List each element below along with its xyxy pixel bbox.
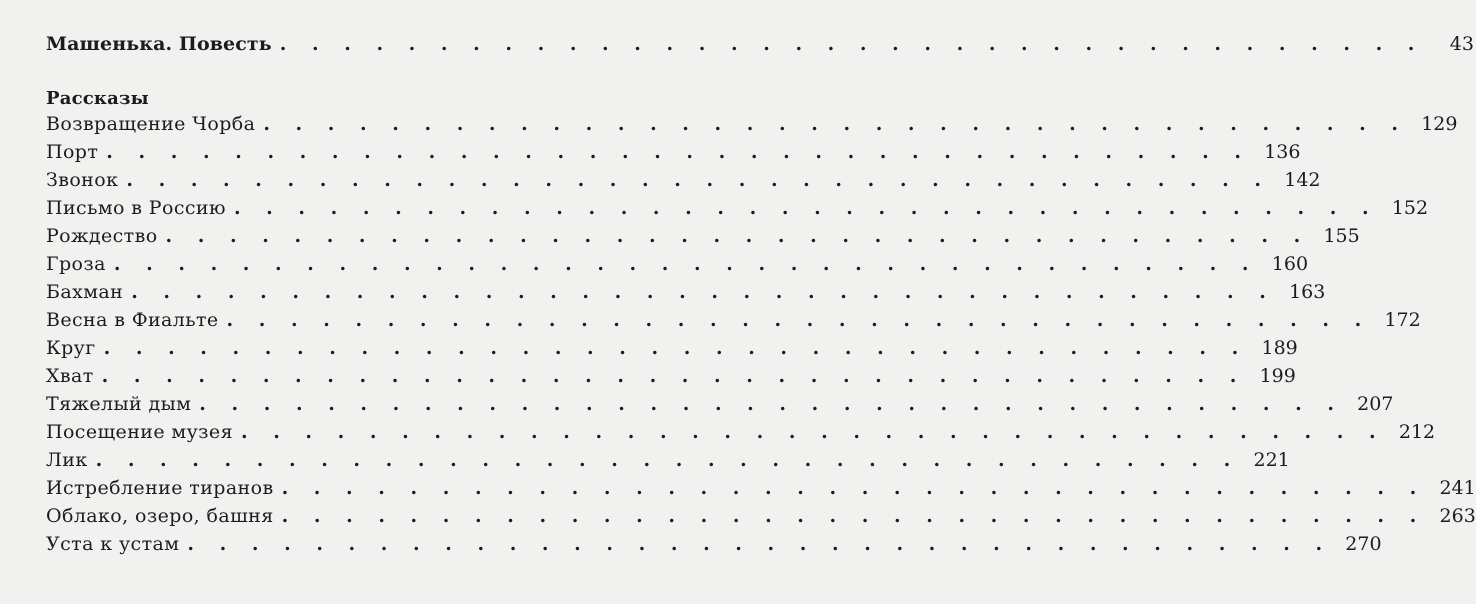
toc-entry-title: Круг <box>46 337 96 359</box>
dot-leader: . . . . . . . . . . . . . . . . . . . . . . . . . . . . . . . . . . . . <box>281 477 1426 499</box>
toc-entry-page: 199 <box>1259 365 1296 387</box>
toc-entry[interactable] <box>46 167 1321 193</box>
toc-entry-page: 152 <box>1391 197 1429 219</box>
toc-entry[interactable] <box>46 531 1382 557</box>
toc-entry-title: Весна в Фиальте <box>46 309 219 331</box>
toc-entry-title: Звонок <box>46 169 119 191</box>
dot-leader: . . . . . . . . . . . . . . . . . . . . . . . . . . . . . . . . . . . . <box>279 33 1424 55</box>
toc-entry-title: Тяжелый дым <box>46 393 192 415</box>
toc-entry-page: 172 <box>1384 309 1421 331</box>
toc-entry-title: Посещение музея <box>46 421 233 443</box>
toc-entry-page: 221 <box>1253 449 1290 471</box>
toc-entry-page: 207 <box>1357 393 1394 415</box>
toc-entry-title: Машенька. Повесть <box>46 33 272 55</box>
dot-leader: . . . . . . . . . . . . . . . . . . . . . . . . . . . . . . . . . . . . <box>233 197 1379 219</box>
toc-entry[interactable] <box>46 363 1296 389</box>
toc-entry-title: Гроза <box>46 253 106 275</box>
toc-entry-page: 129 <box>1421 113 1458 135</box>
toc-entry[interactable] <box>46 139 1301 165</box>
toc-entry[interactable] <box>46 503 1476 529</box>
dot-leader: . . . . . . . . . . . . . . . . . . . . . . . . . . . . . . . . . . . . <box>95 449 1240 471</box>
toc-entry[interactable] <box>46 195 1429 221</box>
dot-leader: . . . . . . . . . . . . . . . . . . . . . . . . . . . . . . . . . . . . <box>240 421 1386 443</box>
toc-entry[interactable] <box>46 419 1436 445</box>
toc-entry-page: 163 <box>1289 281 1326 303</box>
toc-entry-page: 212 <box>1398 421 1436 443</box>
dot-leader: . . . . . . . . . . . . . . . . . . . . . . . . . . . . . . . . . . . . <box>101 365 1246 387</box>
section-heading: Рассказы <box>46 88 149 109</box>
toc-entry-title: Возвращение Чорба <box>46 113 256 135</box>
dot-leader: . . . . . . . . . . . . . . . . . . . . . . . . . . . . . . . . . . . . <box>199 393 1344 415</box>
toc-entry-page: 270 <box>1345 533 1382 555</box>
toc-entry-title: Бахман <box>46 281 124 303</box>
toc-entry-page: 142 <box>1284 169 1321 191</box>
toc-entry-title: Облако, озеро, башня <box>46 505 274 527</box>
toc-entry-title: Истребление тиранов <box>46 477 274 499</box>
dot-leader: . . . . . . . . . . . . . . . . . . . . . . . . . . . . . . . . . . . . <box>131 281 1276 303</box>
toc-entry-title: Лик <box>46 449 88 471</box>
dot-leader: . . . . . . . . . . . . . . . . . . . . . . . . . . . . . . . . . . . . <box>187 533 1332 555</box>
toc-entry-page: 241 <box>1439 477 1476 499</box>
toc-entry[interactable] <box>46 391 1394 417</box>
toc-entry[interactable] <box>46 307 1421 333</box>
dot-leader: . . . . . . . . . . . . . . . . . . . . . . . . . . . . . . . . . . . . <box>103 337 1248 359</box>
toc-entry[interactable] <box>46 335 1298 361</box>
toc-entry[interactable] <box>46 475 1476 501</box>
toc-entry[interactable] <box>46 447 1290 473</box>
dot-leader: . . . . . . . . . . . . . . . . . . . . . . . . . . . . . . . . . . . . <box>106 141 1251 163</box>
toc-entry-page: 43 <box>1449 33 1474 55</box>
dot-leader: . . . . . . . . . . . . . . . . . . . . . . . . . . . . . . . . . . . . <box>263 113 1408 135</box>
toc-entry-page: 136 <box>1264 141 1301 163</box>
toc-entry-title: Рождество <box>46 225 158 247</box>
toc-entry-page: 189 <box>1261 337 1298 359</box>
toc-entry[interactable] <box>46 251 1309 277</box>
toc-entry-page: 155 <box>1323 225 1360 247</box>
toc-entry[interactable] <box>46 223 1360 249</box>
toc-entry-title: Порт <box>46 141 99 163</box>
toc-entry-title: Письмо в Россию <box>46 197 226 219</box>
dot-leader: . . . . . . . . . . . . . . . . . . . . . . . . . . . . . . . . . . . . <box>113 253 1259 275</box>
toc-entry-title: Уста к устам <box>46 533 180 555</box>
toc-entry-page: 263 <box>1439 505 1476 527</box>
toc-entry[interactable] <box>46 111 1458 137</box>
toc-entry-mashenka[interactable] <box>46 31 1474 57</box>
toc-entry[interactable] <box>46 279 1326 305</box>
dot-leader: . . . . . . . . . . . . . . . . . . . . . . . . . . . . . . . . . . . . <box>165 225 1310 247</box>
dot-leader: . . . . . . . . . . . . . . . . . . . . . . . . . . . . . . . . . . . . <box>281 505 1426 527</box>
dot-leader: . . . . . . . . . . . . . . . . . . . . . . . . . . . . . . . . . . . . <box>126 169 1271 191</box>
toc-entry-title: Хват <box>46 365 94 387</box>
toc-entry-page: 160 <box>1271 253 1309 275</box>
dot-leader: . . . . . . . . . . . . . . . . . . . . . . . . . . . . . . . . . . . . <box>226 309 1371 331</box>
